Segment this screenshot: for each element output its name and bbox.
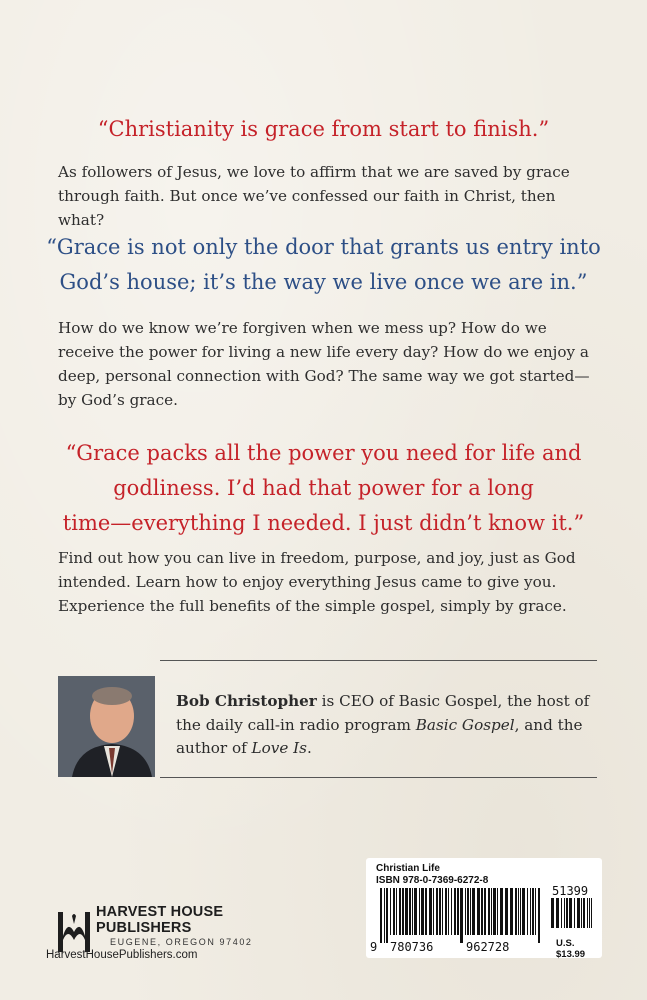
publisher-name [96,904,223,936]
barcode-digits-right: 962728 [466,940,510,954]
paragraph-questions: How do we know we’re forgiven when we mess up? How do we receive the power for living a new life every day? How do we enjoy a deep, personal connection with God? The same way we got started—by God’s grace. [58,319,590,409]
author-program: Basic Gospel [415,715,515,734]
author-bio [176,690,606,761]
barcode-category: Christian Life [376,863,440,874]
quote-three-line-2: godliness. I’d had that power for a long [113,476,534,500]
barcode-digits-left: 780736 [390,940,434,954]
barcode-price: U.S. $13.99 [556,938,586,960]
barcode-lead-digit: 9 [370,940,378,954]
author-name: Bob Christopher [176,692,317,710]
paragraph-closing: Find out how you can live in freedom, purpose, and joy, just as God intended. Learn how to enjoy everything Jesus came to give you. Experience the full benefits of the simple gospel, simply by grace. [58,549,576,615]
barcode-isbn: ISBN 978-0-7369-6272-8 [376,875,489,886]
quote-two-line-1: “Grace is not only the door that grants us entry into [46,235,601,259]
barcode-panel [366,858,602,958]
quote-two-line-2: God’s house; it’s the way we live once we are in.” [59,270,588,294]
barcode-addon-digits: 51399 [552,884,589,898]
divider-bottom [160,777,597,778]
divider-top [160,660,597,661]
quote-three [40,436,607,541]
quote-three-line-3: time—everything I needed. I just didn’t know it.” [62,511,585,535]
publisher-line-1: HARVEST HOUSE [96,904,224,920]
barcode-addon-icon [551,898,595,936]
publisher-line-2: PUBLISHERS [96,920,192,936]
quote-three-line-1: “Grace packs all the power you need for life and [65,441,582,465]
publisher-location: EUGENE, OREGON 97402 [110,937,253,947]
barcode-ean-icon [380,888,542,943]
author-bio-text-3: . [306,739,312,757]
author-book: Love Is [251,739,307,757]
author-bio-text-2: , and the author of [176,715,583,757]
paragraph-intro: As followers of Jesus, we love to affirm that we are saved by grace through faith. But once we’ve confessed our faith in Christ, then what? [58,163,570,229]
quote-two [40,230,607,300]
publisher-url: HarvestHousePublishers.com [46,949,198,961]
author-photo [58,676,155,777]
author-bio-text-1: is CEO of Basic Gospel, the host of the daily call-in radio program [176,692,590,734]
quote-one: “Christianity is grace from start to finish.” [97,117,550,141]
